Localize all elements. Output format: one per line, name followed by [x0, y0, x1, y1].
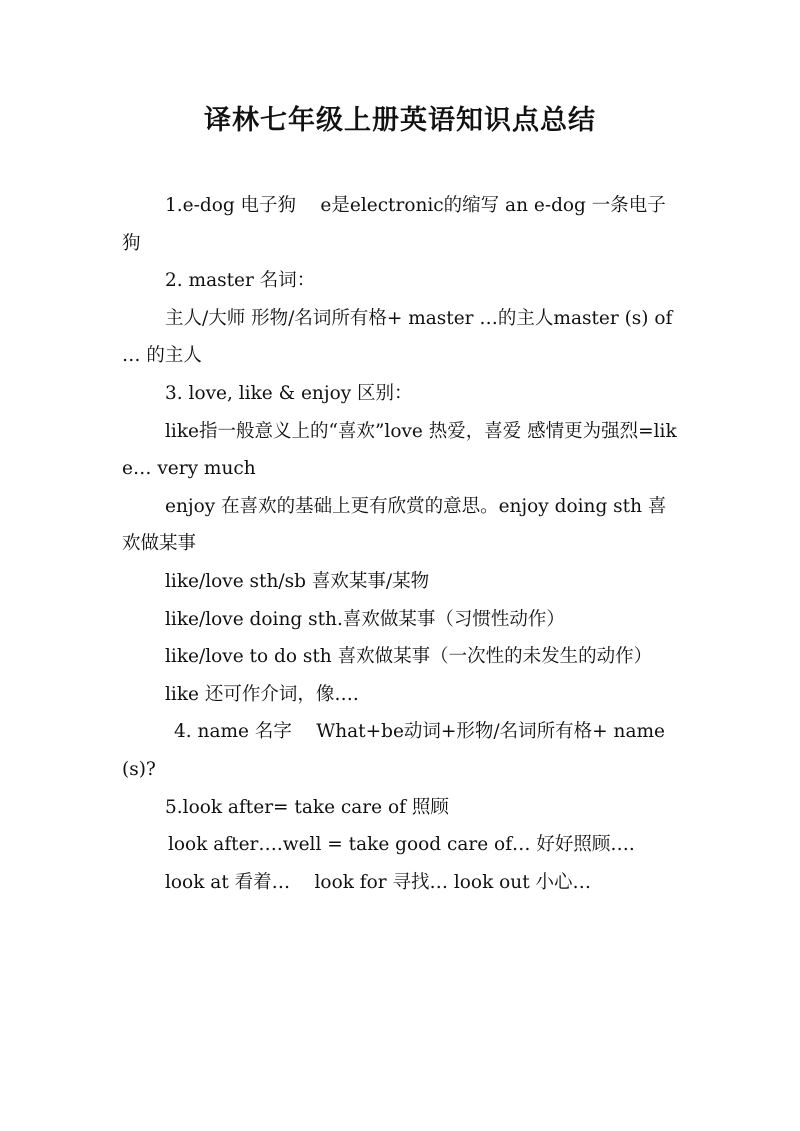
paragraph-like-preposition: like 还可作介词，像….	[165, 683, 359, 705]
paragraph-like-sth: like/love sth/sb 喜欢某事/某物	[165, 570, 430, 592]
document-body	[122, 187, 680, 901]
paragraph-name: 4. name 名字 What+be动词+形物/名词所有格+ name(s)?	[122, 721, 665, 780]
paragraph-like-doing: like/love doing sth.喜欢做某事（习惯性动作）	[165, 608, 565, 630]
paragraph-master-usage: 主人/大师 形物/名词所有格+ master …的主人master (s) of … 的主人	[122, 307, 673, 367]
paragraph-like-to-do: like/love to do sth 喜欢做某事（一次性的未发生的动作）	[165, 646, 653, 668]
paragraph-look-phrases: look at 看着… look for 寻找… look out 小心…	[165, 871, 592, 893]
paragraph-love-like-enjoy-heading: 3. love, like & enjoy 区别：	[165, 382, 413, 404]
paragraph-enjoy-meaning: enjoy 在喜欢的基础上更有欣赏的意思。enjoy doing sth 喜欢做某事	[122, 495, 667, 555]
paragraph-e-dog: 1.e-dog 电子狗 e是electronic的缩写 an e-dog 一条电子狗	[122, 195, 666, 254]
paragraph-look-after-heading: 5.look after= take care of 照顾	[165, 796, 449, 818]
paragraph-master-heading: 2. master 名词：	[165, 270, 316, 292]
paragraph-like-meaning: like指一般意义上的“喜欢”love 热爱，喜爱 感情更为强烈=like… very much	[122, 420, 677, 480]
paragraph-look-after-well: look after….well = take good care of… 好好照顾….	[168, 834, 635, 856]
document-title: 译林七年级上册英语知识点总结	[204, 105, 596, 136]
